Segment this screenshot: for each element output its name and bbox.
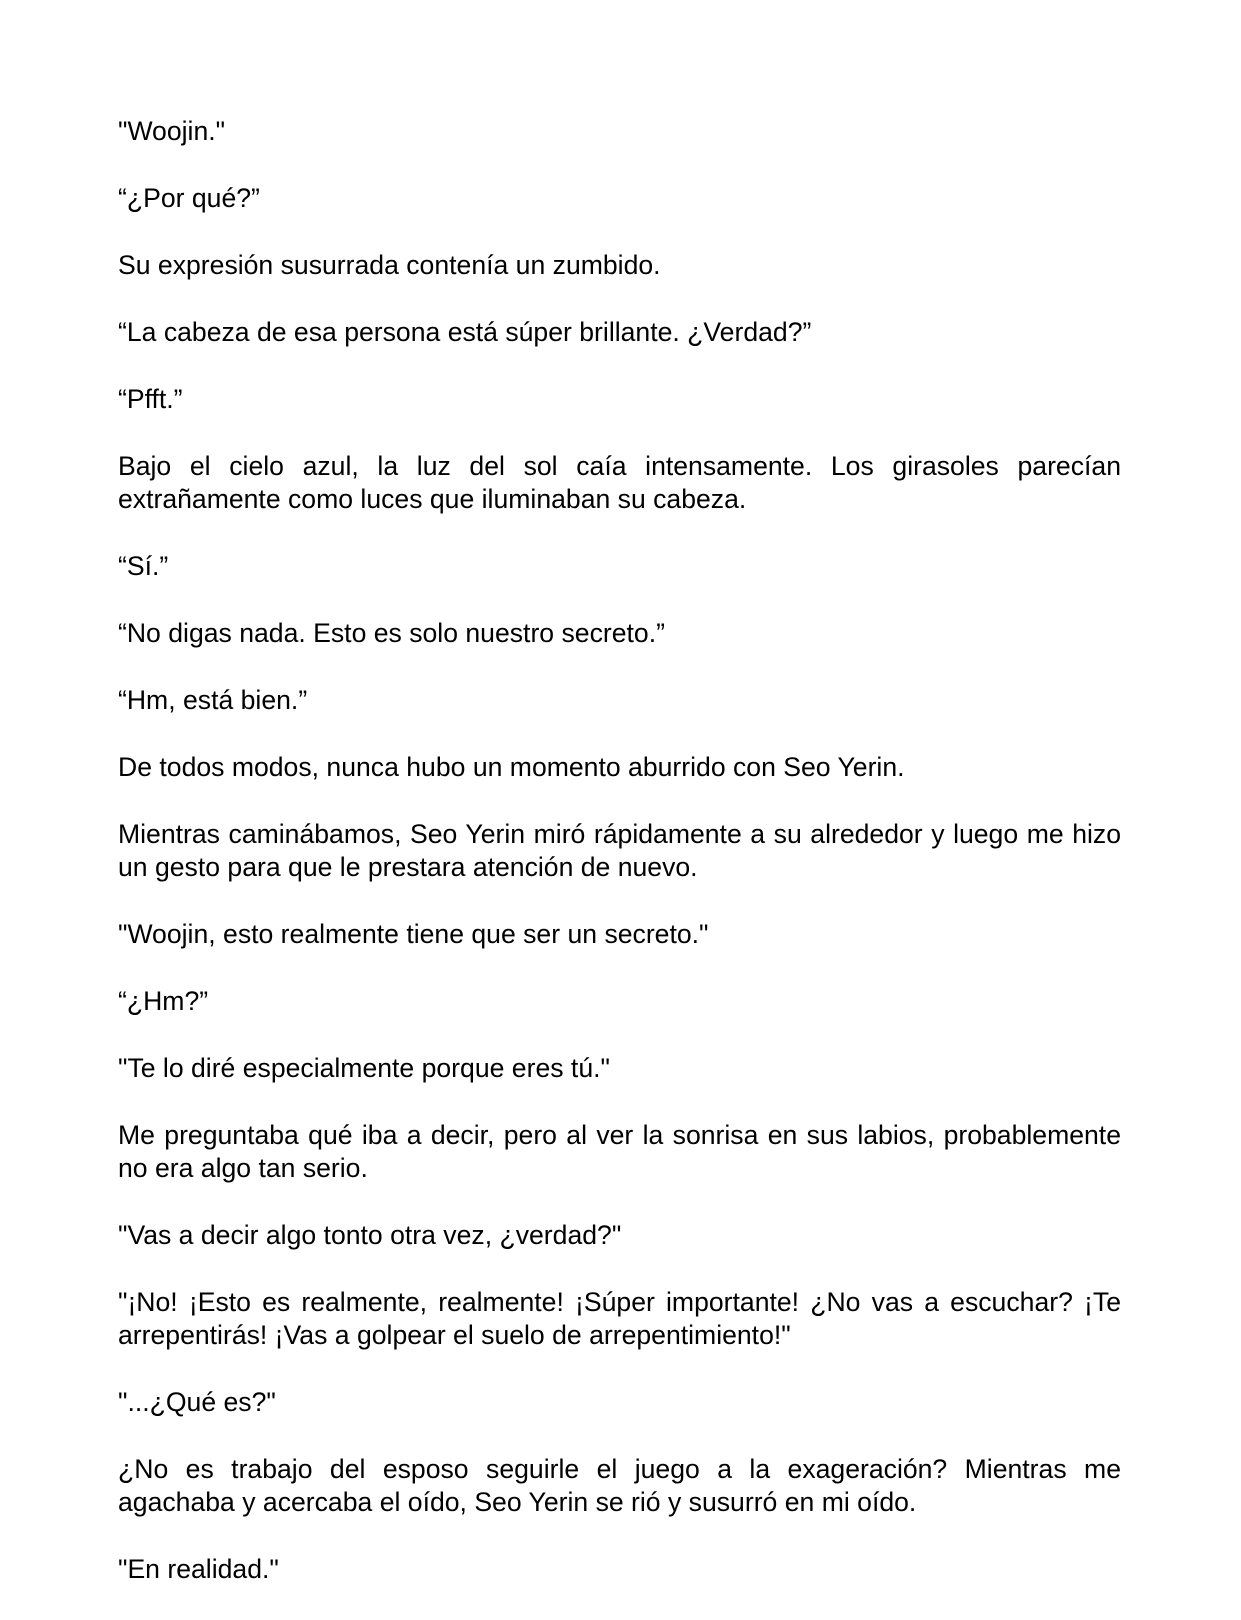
paragraph-19: ¿No es trabajo del esposo seguirle el juego a la exageración? Mientras me agachaba y acercaba el oído, Seo Yerin se rió y susurró en mi oído. [118,1454,1121,1517]
paragraph-4: “La cabeza de esa persona está súper brillante. ¿Verdad?” [118,317,812,347]
paragraph-11: Mientras caminábamos, Seo Yerin miró rápidamente a su alrededor y luego me hizo un gesto para que le prestara atención de nuevo. [118,819,1121,882]
paragraph-6: Bajo el cielo azul, la luz del sol caía intensamente. Los girasoles parecían extrañamente como luces que iluminaban su cabeza. [118,451,1121,514]
paragraph-18: "...¿Qué es?" [118,1387,276,1417]
document-body [118,115,1121,1586]
paragraph-10: De todos modos, nunca hubo un momento aburrido con Seo Yerin. [118,752,905,782]
paragraph-7: “Sí.” [118,551,169,581]
paragraph-13: “¿Hm?” [118,986,209,1016]
paragraph-12: "Woojin, esto realmente tiene que ser un secreto." [118,919,709,949]
paragraph-17: "¡No! ¡Esto es realmente, realmente! ¡Súper importante! ¿No vas a escuchar? ¡Te arrepentirás! ¡Vas a golpear el suelo de arrepentimiento!" [118,1287,1121,1350]
paragraph-8: “No digas nada. Esto es solo nuestro secreto.” [118,618,665,648]
paragraph-2: “¿Por qué?” [118,183,260,213]
paragraph-20: "En realidad." [118,1554,279,1584]
paragraph-16: "Vas a decir algo tonto otra vez, ¿verdad?" [118,1220,622,1250]
paragraph-15: Me preguntaba qué iba a decir, pero al ver la sonrisa en sus labios, probablemente no era algo tan serio. [118,1120,1121,1183]
paragraph-9: “Hm, está bien.” [118,685,308,715]
paragraph-1: "Woojin." [118,116,226,146]
paragraph-5: “Pfft.” [118,384,183,414]
paragraph-14: "Te lo diré especialmente porque eres tú." [118,1053,610,1083]
paragraph-3: Su expresión susurrada contenía un zumbido. [118,250,661,280]
